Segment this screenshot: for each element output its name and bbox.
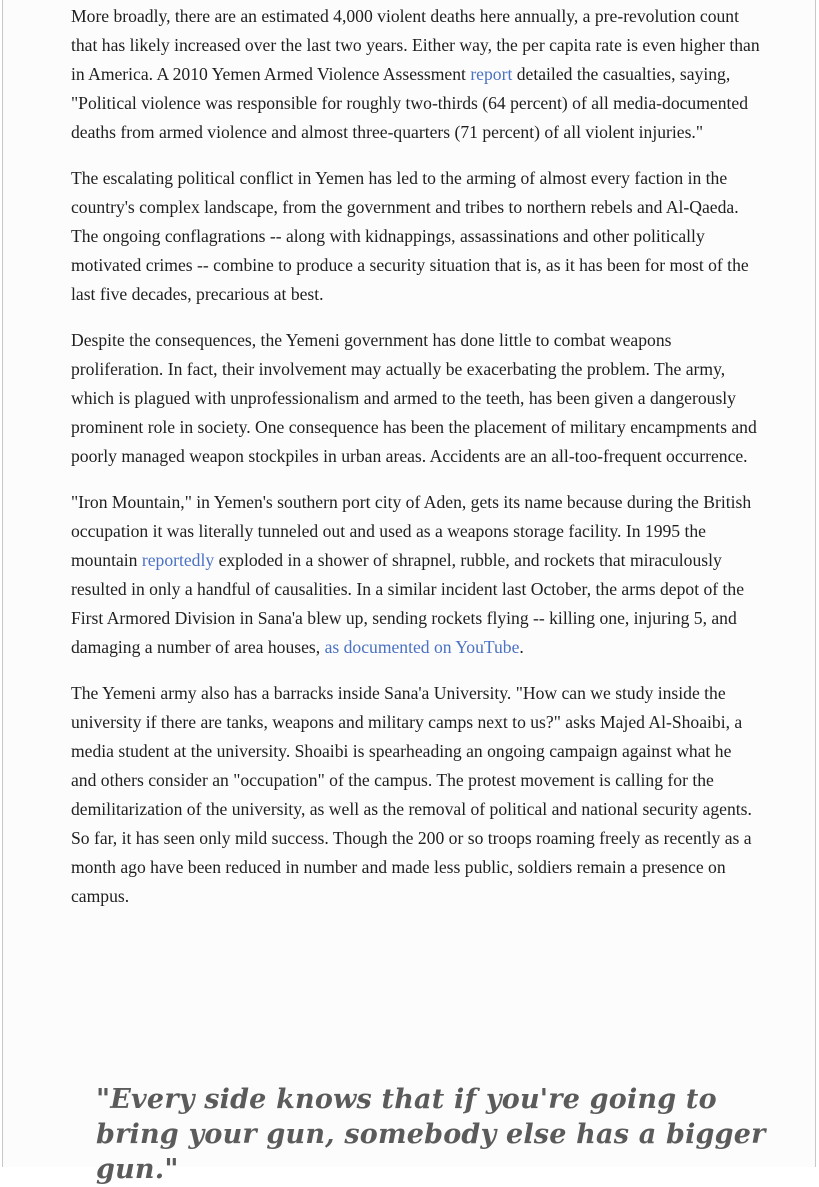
paragraph-text: Despite the consequences, the Yemeni government has done little to combat weapons proliferation. In fact, their involvement may actually be exacerbating the problem. The army, which is plagued with unprofessionalism and armed to the teeth, has been given a dangerously prominent role in society. One consequence has been the placement of military encampments and poorly managed weapon stockpiles in urban areas. Accidents are an all-too-frequent occurrence. (71, 330, 757, 466)
paragraph-weapons-proliferation (71, 326, 761, 471)
paragraph-text: exploded in a shower of shrapnel, rubble, and rockets that miraculously resulted in only a handful of causalities. In a similar incident last October, the arms depot of the First Armored Division in Sana'a blew up, sending rockets flying -- killing one, injuring 5, and damaging a number of area houses, (71, 550, 745, 657)
paragraph-text: . (519, 637, 524, 657)
paragraph-text: More broadly, there are an estimated 4,000 violent deaths here annually, a pre-revolution count that has likely increased over the last two years. Either way, the per capita rate is even higher than in America. A 2010 Yemen Armed Violence Assessment (71, 6, 760, 84)
paragraph-political-conflict (71, 164, 761, 309)
pull-quote: "Every side knows that if you're going to bring your gun, somebody else has a bigger gun." (96, 1084, 766, 1185)
reportedly-link[interactable]: reportedly (141, 550, 215, 570)
paragraph-text: The escalating political conflict in Yemen has led to the arming of almost every faction in the country's complex landscape, from the government and tribes to northern rebels and Al-Qaeda. The ongoing conflagrations -- along with kidnappings, assassinations and other politically motivated crimes -- combine to produce a security situation that is, as it has been for most of the last five decades, precarious at best. (71, 168, 749, 304)
youtube-link[interactable]: as documented on YouTube (324, 637, 520, 657)
report-link[interactable]: report (470, 64, 513, 84)
paragraph-university-barracks (71, 679, 761, 911)
paragraph-text: "Iron Mountain," in Yemen's southern port city of Aden, gets its name because during the British occupation it was literally tunneled out and used as a weapons storage facility. In 1995 the mountain (71, 492, 752, 570)
paragraph-text: detailed the casualties, saying, "Political violence was responsible for roughly two-thirds (64 percent) of all media-documented deaths from armed violence and almost three-quarters (71 percent) of all violent injuries." (71, 64, 749, 142)
paragraph-violent-deaths (71, 2, 761, 147)
article-body (71, 2, 761, 928)
paragraph-iron-mountain (71, 488, 761, 662)
paragraph-text: The Yemeni army also has a barracks inside Sana'a University. "How can we study inside the university if there are tanks, weapons and military camps next to us?" asks Majed Al-Shoaibi, a media student at the university. Shoaibi is spearheading an ongoing campaign against what he and others consider an "occupation" of the campus. The protest movement is calling for the demilitarization of the university, as well as the removal of political and national security agents. So far, it has seen only mild success. Though the 200 or so troops roaming freely as recently as a month ago have been reduced in number and made less public, soldiers remain a presence on campus. (71, 683, 752, 906)
